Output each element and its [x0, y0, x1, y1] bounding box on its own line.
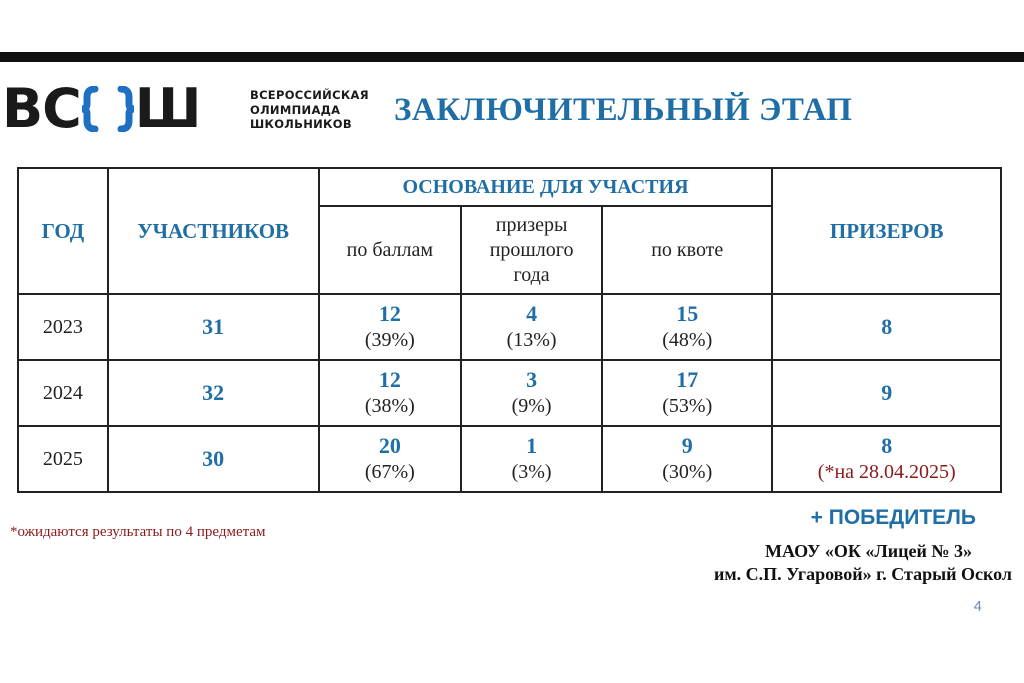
quota-value: 17: [676, 367, 699, 392]
logo-text-line: ШКОЛЬНИКОВ: [250, 117, 352, 131]
quota-cell: [602, 426, 772, 492]
by-score-value: 12: [378, 301, 401, 326]
braces-icon: [81, 86, 135, 132]
participants-cell: 32: [108, 360, 319, 426]
prev-percent: (9%): [511, 395, 552, 417]
header-participants: УЧАСТНИКОВ: [108, 168, 319, 294]
prizewinners-value: 8: [881, 314, 893, 339]
logo-text: [250, 88, 369, 132]
school-line: МАОУ «ОК «Лицей № 3»: [765, 541, 972, 561]
prizewinners-cell: [772, 294, 1001, 360]
results-table: [17, 167, 1002, 493]
page-number: 4: [973, 598, 982, 615]
quota-percent: (53%): [662, 395, 713, 417]
quota-cell: [602, 294, 772, 360]
prev-cell: [461, 294, 602, 360]
prizewinners-cell: [772, 426, 1001, 492]
quota-percent: (48%): [662, 329, 713, 351]
year-cell: 2024: [18, 360, 108, 426]
logo-text-line: ОЛИМПИАДА: [250, 102, 341, 117]
subheader-prev-prizewinners: призеры прошлого года: [461, 206, 602, 294]
prev-percent: (3%): [511, 461, 552, 483]
prev-value: 3: [526, 367, 538, 392]
prev-cell: [461, 426, 602, 492]
subheader-by-score: по баллам: [319, 206, 462, 294]
bottom-band: [0, 628, 1024, 683]
prev-percent: (13%): [506, 329, 557, 351]
prev-value: 1: [526, 433, 538, 458]
year-cell: 2025: [18, 426, 108, 492]
year-cell: 2023: [18, 294, 108, 360]
header-prizewinners: ПРИЗЕРОВ: [772, 168, 1001, 294]
prizewinners-value: 9: [881, 380, 893, 405]
school-name: [714, 540, 1012, 586]
header-basis: ОСНОВАНИЕ ДЛЯ УЧАСТИЯ: [319, 168, 773, 206]
participants-cell: 31: [108, 294, 319, 360]
by-score-cell: [319, 360, 462, 426]
quota-value: 9: [681, 433, 693, 458]
logo-mark-left: ВС: [2, 77, 81, 140]
by-score-cell: [319, 294, 462, 360]
table-row: [18, 360, 1001, 426]
logo-mark-right: Ш: [134, 77, 201, 140]
header-year: ГОД: [18, 168, 108, 294]
prizewinners-value: 8: [881, 433, 893, 458]
prev-value: 4: [526, 301, 538, 326]
by-score-percent: (39%): [364, 329, 415, 351]
table-header-row: [18, 168, 1001, 206]
quota-percent: (30%): [662, 461, 713, 483]
quota-value: 15: [676, 301, 699, 326]
school-line: им. С.П. Угаровой» г. Старый Оскол: [714, 564, 1012, 584]
table-row: [18, 426, 1001, 492]
participants-cell: 30: [108, 426, 319, 492]
by-score-percent: (38%): [364, 395, 415, 417]
logo-braces-icon: [81, 86, 135, 132]
footnote: *ожидаются результаты по 4 предметам: [10, 524, 266, 540]
prev-cell: [461, 360, 602, 426]
table-row: [18, 294, 1001, 360]
logo-text-line: ВСЕРОССИЙСКАЯ: [250, 88, 369, 102]
top-bar: [0, 52, 1024, 62]
by-score-value: 20: [378, 433, 401, 458]
subheader-by-quota: по квоте: [602, 206, 772, 294]
page-title: ЗАКЛЮЧИТЕЛЬНЫЙ ЭТАП: [394, 92, 853, 128]
winner-label: + ПОБЕДИТЕЛЬ: [810, 506, 976, 529]
by-score-value: 12: [378, 367, 401, 392]
by-score-cell: [319, 426, 462, 492]
prizewinners-note: (*на 28.04.2025): [817, 461, 956, 483]
prizewinners-cell: [772, 360, 1001, 426]
olympiad-logo: [2, 77, 201, 140]
quota-cell: [602, 360, 772, 426]
by-score-percent: (67%): [364, 461, 415, 483]
